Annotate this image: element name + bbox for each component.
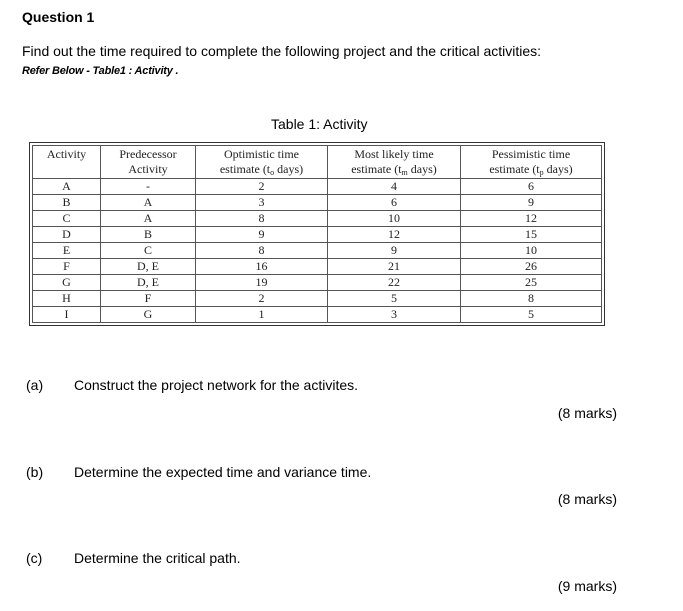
table-row: [33, 291, 602, 307]
table-row: [33, 195, 602, 211]
cell-most-likely: 9: [328, 243, 461, 259]
cell-optimistic: 8: [196, 243, 328, 259]
cell-activity: B: [33, 195, 101, 211]
cell-most-likely: 10: [328, 211, 461, 227]
cell-most-likely: 3: [328, 307, 461, 323]
cell-predecessor: -: [101, 179, 196, 195]
cell-most-likely: 12: [328, 227, 461, 243]
activity-table-frame: [29, 142, 605, 326]
cell-pessimistic: 26: [461, 259, 602, 275]
cell-activity: E: [33, 243, 101, 259]
header-predecessor: Predecessor Activity: [101, 146, 196, 179]
activity-table: [32, 145, 602, 323]
cell-activity: C: [33, 211, 101, 227]
cell-activity: A: [33, 179, 101, 195]
cell-most-likely: 5: [328, 291, 461, 307]
cell-optimistic: 2: [196, 179, 328, 195]
cell-pessimistic: 9: [461, 195, 602, 211]
table-row: [33, 243, 602, 259]
cell-optimistic: 8: [196, 211, 328, 227]
cell-optimistic: 16: [196, 259, 328, 275]
table-row: [33, 275, 602, 291]
part-c-text: Determine the critical path.: [74, 550, 241, 566]
table-row: [33, 227, 602, 243]
question-title: Question 1: [22, 9, 95, 25]
cell-predecessor: G: [101, 307, 196, 323]
part-c-marks: (9 marks): [557, 578, 617, 594]
table-reference: Refer Below - Table1 : Activity .: [22, 65, 179, 77]
cell-pessimistic: 8: [461, 291, 602, 307]
part-b-label: (b): [26, 464, 44, 480]
cell-pessimistic: 10: [461, 243, 602, 259]
cell-activity: G: [33, 275, 101, 291]
part-b-marks: (8 marks): [557, 491, 617, 507]
part-a-label: (a): [26, 377, 44, 393]
cell-activity: I: [33, 307, 101, 323]
cell-pessimistic: 6: [461, 179, 602, 195]
cell-pessimistic: 12: [461, 211, 602, 227]
cell-most-likely: 4: [328, 179, 461, 195]
cell-optimistic: 2: [196, 291, 328, 307]
part-c-label: (c): [26, 550, 43, 566]
table-row: [33, 259, 602, 275]
cell-pessimistic: 5: [461, 307, 602, 323]
cell-predecessor: C: [101, 243, 196, 259]
header-optimistic: Optimistic time estimate ($t_o$ days): [196, 146, 328, 179]
cell-predecessor: B: [101, 227, 196, 243]
cell-most-likely: 6: [328, 195, 461, 211]
cell-predecessor: D, E: [101, 259, 196, 275]
table-caption: Table 1: Activity: [271, 116, 368, 132]
table-row: [33, 307, 602, 323]
cell-optimistic: 1: [196, 307, 328, 323]
cell-activity: F: [33, 259, 101, 275]
cell-predecessor: F: [101, 291, 196, 307]
cell-optimistic: 19: [196, 275, 328, 291]
cell-pessimistic: 25: [461, 275, 602, 291]
cell-pessimistic: 15: [461, 227, 602, 243]
cell-predecessor: D, E: [101, 275, 196, 291]
cell-most-likely: 22: [328, 275, 461, 291]
table-header-row: [33, 146, 602, 179]
table-row: [33, 211, 602, 227]
header-pessimistic: Pessimistic time estimate ($t_p$ days): [461, 146, 602, 179]
cell-most-likely: 21: [328, 259, 461, 275]
cell-predecessor: A: [101, 195, 196, 211]
cell-predecessor: A: [101, 211, 196, 227]
part-b-text: Determine the expected time and variance time.: [74, 464, 372, 480]
cell-optimistic: 9: [196, 227, 328, 243]
header-activity: Activity: [33, 146, 101, 179]
part-a-marks: (8 marks): [557, 405, 617, 421]
question-intro: Find out the time required to complete the following project and the critical activities:: [22, 43, 542, 59]
part-a-text: Construct the project network for the activites.: [74, 377, 359, 393]
cell-optimistic: 3: [196, 195, 328, 211]
cell-activity: H: [33, 291, 101, 307]
header-most-likely: Most likely time estimate ($t_m$ days): [328, 146, 461, 179]
cell-activity: D: [33, 227, 101, 243]
table-row: [33, 179, 602, 195]
